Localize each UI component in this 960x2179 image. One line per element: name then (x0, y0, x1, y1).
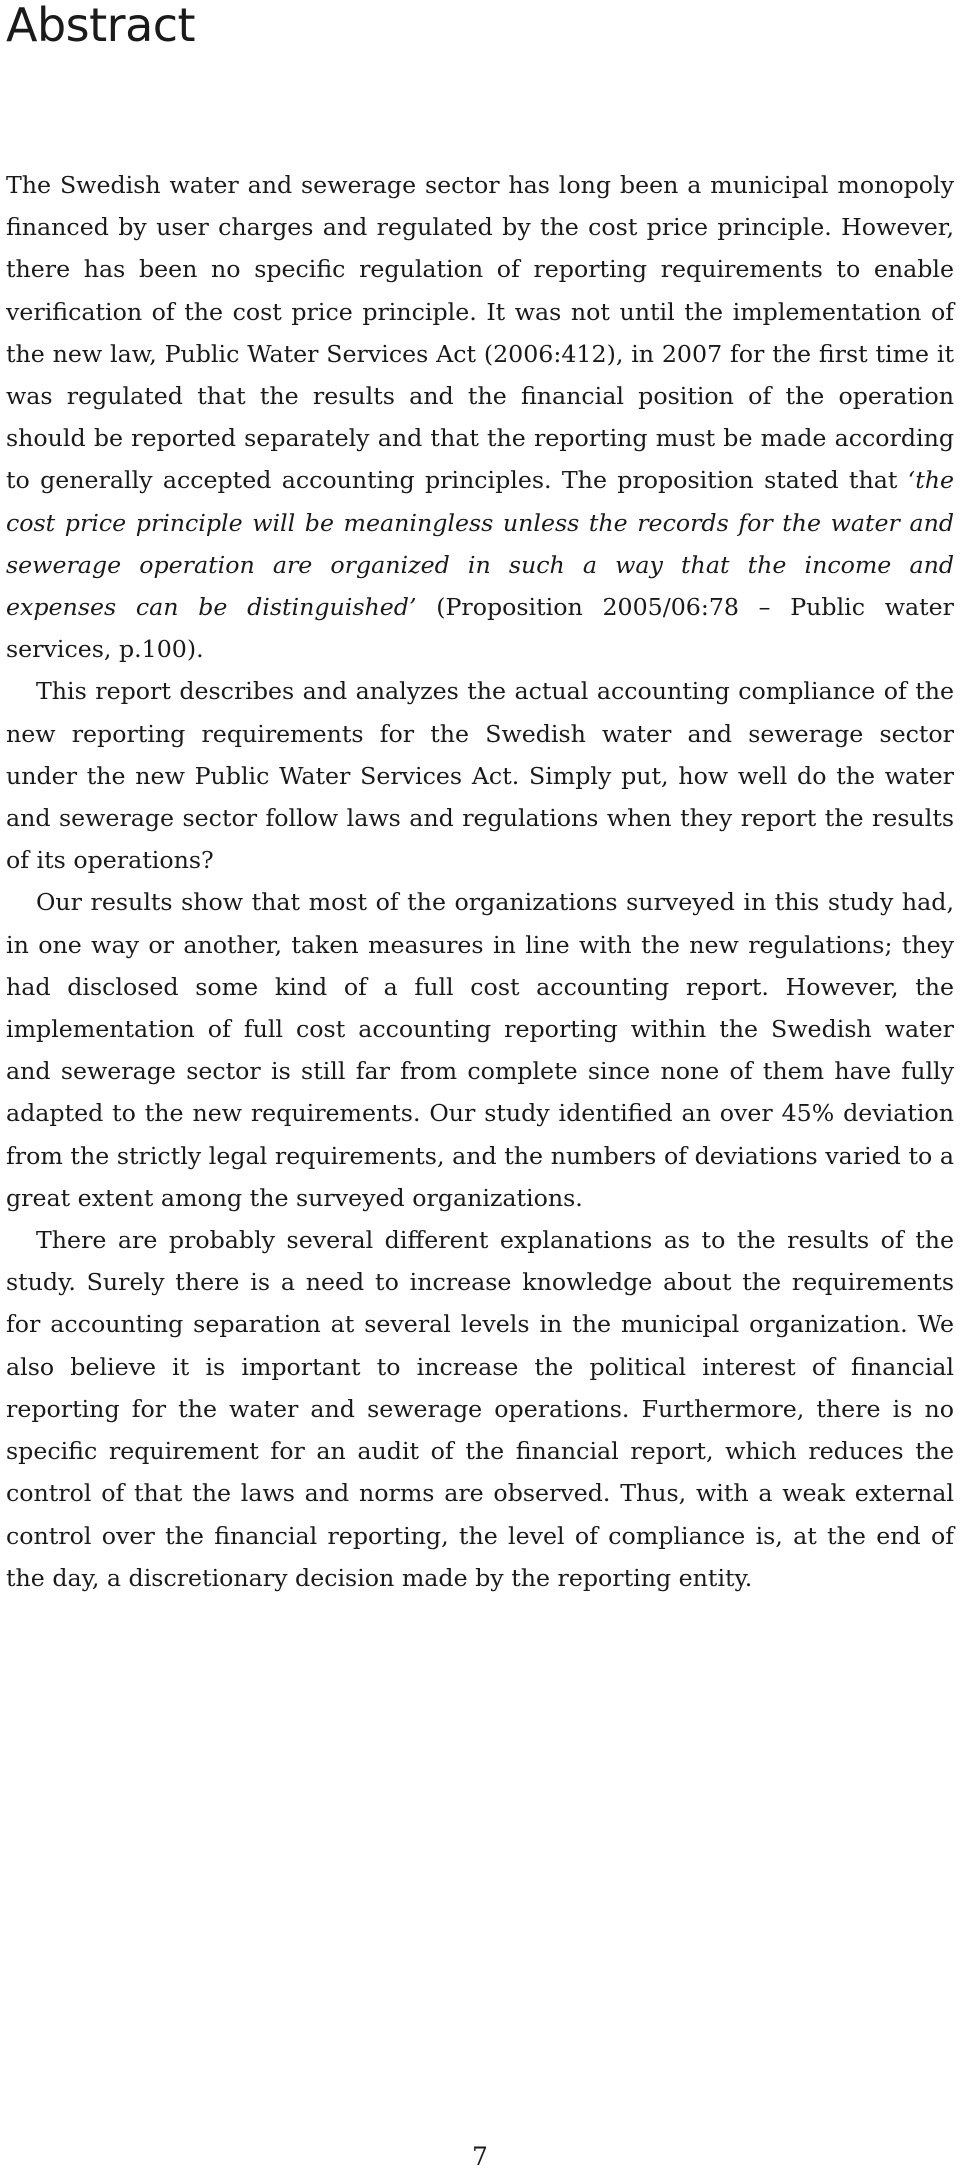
paragraph-3: Our results show that most of the organizations surveyed in this study had, in one way or another, taken measures in line with the new regulations; they had disclosed some kind of a full cost accounting report. However, the implementation of full cost accounting reporting within the Swedish water and sewerage sector is still far from complete since none of them have fully adapted to the new requirements. Our study identified an over 45% deviation from the strictly legal requirements, and the numbers of deviations varied to a great extent among the surveyed organizations. (6, 888, 954, 1212)
paragraph-2: This report describes and analyzes the actual accounting compliance of the new reporting requirements for the Swedish water and sewerage sector under the new Public Water Services Act. Simply put, how well do the water and sewerage sector follow laws and regulations when they report the results of its operations? (6, 677, 954, 875)
abstract-body (6, 164, 954, 1599)
page-title: Abstract (6, 0, 196, 52)
paragraph-1 (6, 164, 954, 670)
proposition-quote: ‘the cost price principle will be meaningless unless the records for the water and sewerage operation are organized in such a way that the income and expenses can be distinguished’ (6, 466, 954, 622)
paragraph-1-text: The Swedish water and sewerage sector has long been a municipal monopoly financed by user charges and regulated by the cost price principle. However, there has been no specific regulation of reporting requirements to enable verification of the cost price principle. It was not until the implementation of the new law, Public Water Services Act (2006:412), in 2007 for the first time it was regulated that the results and the financial position of the operation should be reported separately and that the reporting must be made according to generally accepted accounting principles. The proposition stated that (6, 171, 954, 495)
paragraph-1-citation: (Proposition 2005/06:78 – Public water services, p.100). (6, 593, 954, 664)
page-number: 7 (472, 2142, 488, 2171)
paragraph-4: There are probably several different explanations as to the results of the study. Surely there is a need to increase knowledge about the requirements for accounting separation at several levels in the municipal organization. We also believe it is important to increase the political interest of financial reporting for the water and sewerage operations. Furthermore, there is no specific requirement for an audit of the financial report, which reduces the control of that the laws and norms are observed. Thus, with a weak external control over the financial reporting, the level of compliance is, at the end of the day, a discretionary decision made by the reporting entity. (6, 1226, 954, 1592)
